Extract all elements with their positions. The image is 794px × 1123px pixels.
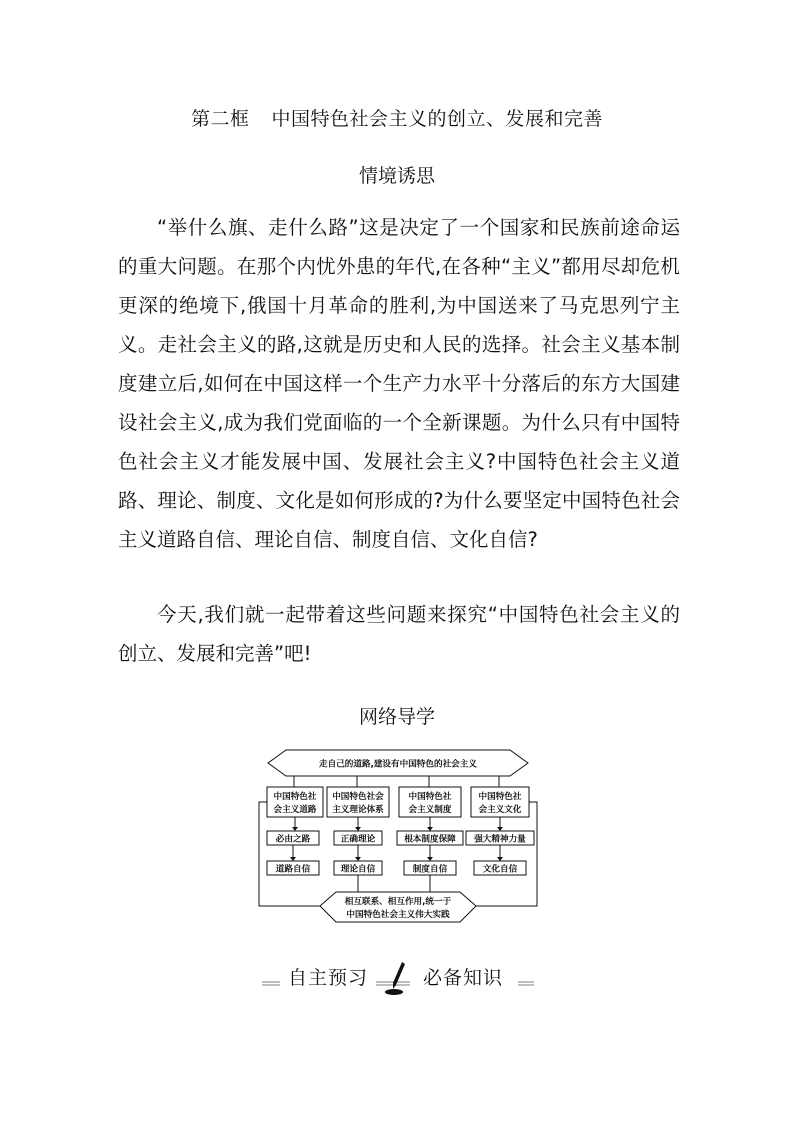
column-3-line2: 会主义制度 [408,805,452,815]
column-4-concept: 强大精神力量 [474,834,526,845]
column-4-confidence: 文化自信 [482,864,518,875]
body-paragraph-1 [118,208,680,559]
column-1-line1: 中国特色社 [273,792,317,802]
column-1-concept: 必由之路 [275,834,311,845]
concept-diagram [258,747,538,927]
diagram-column-road [267,787,323,875]
footer-left-text: 自主预习 [287,967,369,989]
section-heading-network: 网络导学 [358,706,435,728]
column-2-concept: 正确理论 [340,834,376,845]
column-1-line2: 会主义道路 [273,805,317,815]
column-1-confidence: 道路自信 [275,864,311,875]
bottom-banner-line1: 相互联系、相互作用,统一于 [344,897,452,907]
bottom-banner-line2: 中国特色社会主义伟大实践 [346,910,450,920]
top-connectors [294,776,499,787]
pen-icon [385,962,405,995]
column-3-concept: 根本制度保障 [404,834,456,845]
paragraph-2: 今天,我们就一起带着这些问题来探究“中国特色社会主义的创立、发展和完善”吧! [118,603,680,665]
footer-banner [258,958,538,998]
column-3-confidence: 制度自信 [412,864,448,875]
column-4-line1: 中国特色社 [478,792,522,802]
diagram-column-theory [327,787,389,875]
diagram-column-culture [466,787,534,875]
page-title [0,104,794,131]
column-2-line1: 中国特色社会 [332,792,384,802]
column-3-line1: 中国特色社 [408,792,452,802]
title-part1: 第二框 [190,108,250,130]
column-4-line2: 会主义文化 [478,805,522,815]
column-2-confidence: 理论自信 [340,864,376,875]
footer-right-text: 必备知识 [422,967,504,989]
section-heading-scenario: 情境诱思 [358,165,435,187]
body-paragraph-2 [118,595,680,673]
column-2-line2: 主义理论体系 [332,805,384,815]
paragraph-1: “举什么旗、走什么路”这是决定了一个国家和民族前途命运的重大问题。在那个内忧外患的年代,在各种“主义”都用尽却危机更深的绝境下,俄国十月革命的胜利,为中国送来了马克思列宁主义。走社会主义的路,这就是历史和人民的选择。社会主义基本制度建立后,如何在中国这样一个生产力水平十分落后的东方大国建设社会主义,成为我们党面临的一个全新课题。为什么只有中国特色社会主义才能发展中国、发展社会主义?中国特色社会主义道路、理论、制度、文化是如何形成的?为什么要坚定中国特色社会主义道路自信、理论自信、制度自信、文化自信? [118,216,680,551]
top-banner-text: 走自己的道路,建设有中国特色的社会主义 [319,759,477,770]
bottom-connectors [259,802,537,906]
diagram-column-system [397,787,463,875]
title-part2: 中国特色社会主义的创立、发展和完善 [271,108,604,130]
